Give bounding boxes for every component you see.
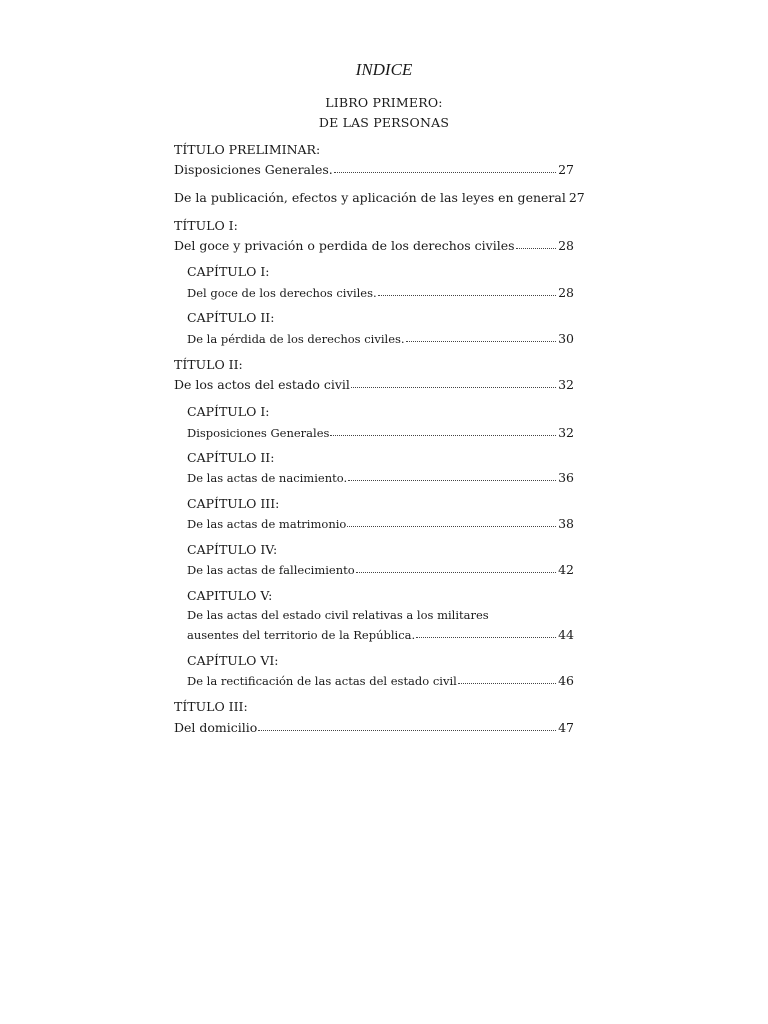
toc-entry[interactable] bbox=[187, 562, 574, 577]
entry-text: ausentes del territorio de la República. bbox=[187, 628, 416, 642]
toc-entry[interactable] bbox=[187, 331, 574, 346]
dot-leader bbox=[334, 172, 556, 173]
toc-entry[interactable] bbox=[187, 285, 574, 300]
page-number: 32 bbox=[558, 425, 574, 440]
section-heading: TÍTULO III: bbox=[174, 699, 248, 714]
book-subtitle: DE LAS PERSONAS bbox=[318, 115, 450, 130]
section-heading: TÍTULO I: bbox=[174, 218, 238, 233]
dot-leader bbox=[356, 572, 556, 573]
chapter-heading: CAPÍTULO VI: bbox=[187, 653, 279, 668]
book-heading: LIBRO PRIMERO: bbox=[325, 95, 443, 110]
dot-leader bbox=[406, 341, 557, 342]
dot-leader bbox=[458, 683, 556, 684]
dot-leader bbox=[378, 295, 556, 296]
entry-text: De la publicación, efectos y aplicación de las leyes en general bbox=[174, 190, 566, 205]
page-number: 38 bbox=[558, 516, 574, 531]
entry-text-line: De las actas del estado civil relativas a los militares bbox=[187, 608, 489, 622]
toc-entry[interactable] bbox=[187, 516, 574, 531]
page-number: 47 bbox=[558, 720, 574, 735]
chapter-heading: CAPÍTULO II: bbox=[187, 450, 275, 465]
entry-text: Del domicilio bbox=[174, 720, 258, 735]
page-number: 28 bbox=[558, 238, 574, 253]
toc-entry[interactable] bbox=[187, 470, 574, 485]
toc-entry[interactable] bbox=[174, 720, 574, 735]
page-number: 28 bbox=[558, 285, 574, 300]
toc-entry[interactable] bbox=[174, 162, 574, 177]
entry-text: De los actos del estado civil bbox=[174, 377, 350, 392]
toc-entry[interactable] bbox=[187, 425, 574, 440]
section-heading: TÍTULO PRELIMINAR: bbox=[174, 142, 321, 157]
dot-leader bbox=[348, 480, 556, 481]
page-number: 46 bbox=[558, 673, 574, 688]
entry-text: De las actas de nacimiento. bbox=[187, 471, 348, 485]
dot-leader bbox=[330, 435, 556, 436]
dot-leader bbox=[516, 248, 557, 249]
dot-leader bbox=[351, 387, 556, 388]
entry-text: De la pérdida de los derechos civiles. bbox=[187, 332, 405, 346]
page-number: 44 bbox=[558, 627, 574, 642]
page-number: 42 bbox=[558, 562, 574, 577]
entry-text: De las actas de fallecimiento bbox=[187, 563, 355, 577]
index-title: INDICE bbox=[355, 60, 413, 79]
entry-text: De las actas de matrimonio bbox=[187, 517, 347, 531]
page-number: 30 bbox=[558, 331, 574, 346]
chapter-heading: CAPITULO V: bbox=[187, 588, 273, 603]
entry-text: Del goce de los derechos civiles. bbox=[187, 286, 377, 300]
chapter-heading: CAPÍTULO I: bbox=[187, 264, 270, 279]
chapter-heading: CAPÍTULO IV: bbox=[187, 542, 278, 557]
dot-leader bbox=[416, 637, 556, 638]
toc-entry[interactable] bbox=[187, 627, 574, 642]
toc-entry[interactable] bbox=[174, 190, 585, 205]
entry-text: De la rectificación de las actas del estado civil bbox=[187, 674, 457, 688]
page-number: 27 bbox=[558, 162, 574, 177]
chapter-heading: CAPÍTULO I: bbox=[187, 404, 270, 419]
page-number: 36 bbox=[558, 470, 574, 485]
toc-entry[interactable] bbox=[174, 377, 574, 392]
section-heading: TÍTULO II: bbox=[174, 357, 243, 372]
chapter-heading: CAPÍTULO II: bbox=[187, 310, 275, 325]
chapter-heading: CAPÍTULO III: bbox=[187, 496, 280, 511]
page-number: 32 bbox=[558, 377, 574, 392]
toc-entry[interactable] bbox=[174, 238, 574, 253]
dot-leader bbox=[347, 526, 556, 527]
entry-text: Disposiciones Generales. bbox=[174, 162, 333, 177]
toc-entry[interactable] bbox=[187, 673, 574, 688]
entry-text: Disposiciones Generales bbox=[187, 426, 330, 440]
entry-text: Del goce y privación o perdida de los derechos civiles bbox=[174, 238, 515, 253]
page-number: 27 bbox=[568, 190, 585, 205]
dot-leader bbox=[258, 730, 556, 731]
